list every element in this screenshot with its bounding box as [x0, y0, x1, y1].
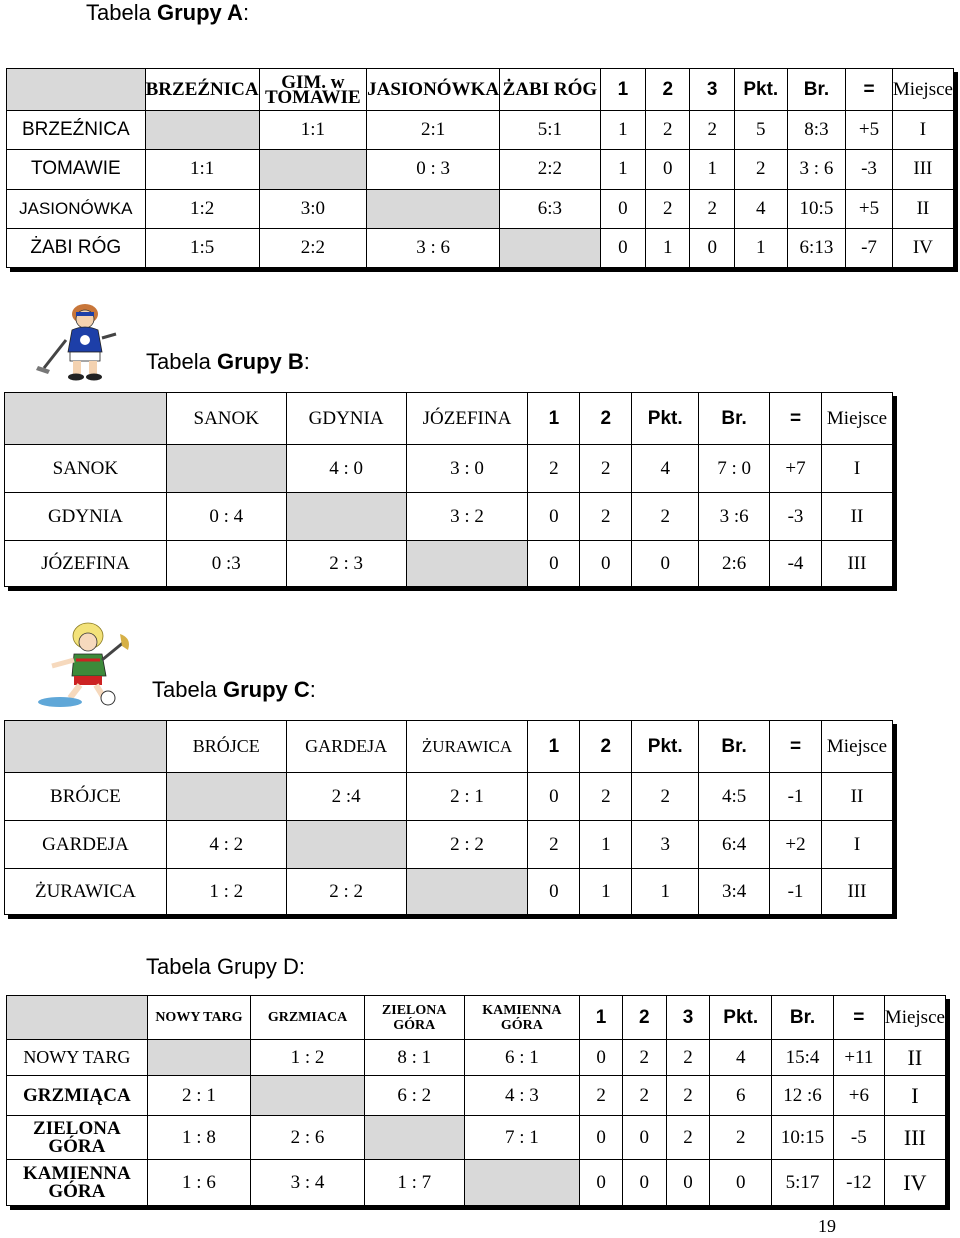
- col-header: Miejsce: [821, 721, 892, 773]
- col-header: Br.: [699, 721, 770, 773]
- table-cell: [406, 869, 528, 915]
- table-cell: 1:5: [145, 228, 259, 267]
- table-cell: [145, 111, 259, 150]
- table-cell: 0 :3: [166, 541, 286, 587]
- row-team-name: GRZMIĄCA: [7, 1076, 148, 1116]
- table-cell: 4: [710, 1040, 772, 1076]
- table-cell: 0 : 3: [367, 150, 500, 189]
- table-cell: 1:2: [145, 189, 259, 228]
- table-row: [7, 1116, 946, 1160]
- group-b-table: [4, 392, 893, 587]
- row-team-name: ZIELONA GÓRA: [7, 1116, 148, 1160]
- floorball-player-illustration: [36, 300, 132, 382]
- table-cell: 1 : 2: [251, 1040, 365, 1076]
- table-cell: II: [892, 189, 953, 228]
- table-cell: 0: [528, 493, 580, 541]
- table-cell: 2: [666, 1040, 710, 1076]
- col-header: ZIELONA GÓRA: [364, 996, 464, 1040]
- title-bold: Grupy A: [156, 0, 243, 25]
- table-cell: 2: [690, 189, 734, 228]
- table-cell: I: [884, 1076, 945, 1116]
- table-cell: III: [821, 541, 892, 587]
- corner-cell: [5, 393, 167, 445]
- title-suffix: :: [242, 0, 250, 25]
- table-cell: 1: [734, 228, 787, 267]
- table-cell: 2: [632, 493, 699, 541]
- title-suffix: :: [303, 349, 310, 374]
- title-bold: Grupy C: [222, 677, 310, 702]
- table-cell: 3 : 6: [367, 228, 500, 267]
- table-cell: -1: [770, 773, 822, 821]
- table-cell: 7 : 1: [464, 1116, 580, 1160]
- table-cell: 2 : 3: [286, 541, 406, 587]
- col-header: 2: [622, 996, 666, 1040]
- table-cell: 1 : 6: [147, 1160, 250, 1206]
- col-header: BRÓJCE: [166, 721, 286, 773]
- table-cell: 6:4: [699, 821, 770, 869]
- table-cell: II: [884, 1040, 945, 1076]
- table-cell: 2: [580, 1076, 623, 1116]
- corner-cell: [7, 69, 146, 111]
- row-team-name: ŻURAWICA: [5, 869, 167, 915]
- col-header: GARDEJA: [286, 721, 406, 773]
- table-row: [7, 189, 954, 228]
- table-cell: 0: [528, 541, 580, 587]
- table-cell: [364, 1116, 464, 1160]
- col-header: Pkt.: [710, 996, 772, 1040]
- table-row: [5, 821, 893, 869]
- table-cell: +6: [833, 1076, 884, 1116]
- table-cell: 1 : 8: [147, 1116, 250, 1160]
- table-row: [5, 541, 893, 587]
- col-header: 2: [580, 393, 632, 445]
- table-cell: +2: [770, 821, 822, 869]
- group-c-title: [152, 677, 316, 703]
- row-team-name: GDYNIA: [5, 493, 167, 541]
- table-cell: [367, 189, 500, 228]
- col-header: 3: [666, 996, 710, 1040]
- table-cell: 0: [690, 228, 734, 267]
- col-header: GDYNIA: [286, 393, 406, 445]
- table-cell: 2 : 1: [147, 1076, 250, 1116]
- table-cell: 0: [580, 1160, 623, 1206]
- row-team-name: JASIONÓWKA: [7, 189, 146, 228]
- table-cell: [251, 1076, 365, 1116]
- row-team-name: GARDEJA: [5, 821, 167, 869]
- col-header: 1: [600, 69, 645, 111]
- table-row: [7, 111, 954, 150]
- table-cell: 2:1: [367, 111, 500, 150]
- table-cell: 2 :4: [286, 773, 406, 821]
- row-team-name: BRÓJCE: [5, 773, 167, 821]
- row-team-name: NOWY TARG: [7, 1040, 148, 1076]
- table-cell: 2: [580, 493, 632, 541]
- table-cell: 4: [632, 445, 699, 493]
- table-cell: 2 : 2: [286, 869, 406, 915]
- table-cell: 3 : 4: [251, 1160, 365, 1206]
- col-header: =: [770, 393, 822, 445]
- row-team-name: KAMIENNA GÓRA: [7, 1160, 148, 1206]
- table-cell: 0: [622, 1116, 666, 1160]
- table-cell: 12 :6: [772, 1076, 834, 1116]
- table-cell: 3 : 6: [787, 150, 846, 189]
- table-cell: 0: [632, 541, 699, 587]
- group-b-title: [146, 349, 310, 375]
- table-cell: [286, 821, 406, 869]
- row-team-name: BRZEŹNICA: [7, 111, 146, 150]
- table-cell: 2:2: [259, 228, 367, 267]
- col-header: ŻURAWICA: [406, 721, 528, 773]
- table-cell: [500, 228, 601, 267]
- table-cell: 0: [646, 150, 690, 189]
- table-cell: 5:17: [772, 1160, 834, 1206]
- table-row: [5, 869, 893, 915]
- table-row: [5, 445, 893, 493]
- header-row: [5, 393, 893, 445]
- col-header: Br.: [699, 393, 770, 445]
- table-cell: 4:5: [699, 773, 770, 821]
- row-team-name: SANOK: [5, 445, 167, 493]
- col-header: 1: [528, 393, 580, 445]
- table-cell: 1: [600, 150, 645, 189]
- table-cell: 4: [734, 189, 787, 228]
- table-cell: 1: [580, 821, 632, 869]
- group-c-table: [4, 720, 893, 915]
- table-cell: 2: [528, 445, 580, 493]
- table-cell: 1: [646, 228, 690, 267]
- table-cell: 2 : 2: [406, 821, 528, 869]
- col-header: Br.: [772, 996, 834, 1040]
- table-cell: 3 : 0: [406, 445, 528, 493]
- table-cell: II: [821, 773, 892, 821]
- table-cell: -5: [833, 1116, 884, 1160]
- table-cell: 0: [600, 189, 645, 228]
- table-cell: 6:3: [500, 189, 601, 228]
- table-cell: [286, 493, 406, 541]
- table-cell: IV: [892, 228, 953, 267]
- table-cell: -7: [846, 228, 893, 267]
- table-cell: 3: [632, 821, 699, 869]
- col-header: 1: [528, 721, 580, 773]
- table-cell: 10:5: [787, 189, 846, 228]
- table-cell: 0 : 4: [166, 493, 286, 541]
- table-cell: 2: [632, 773, 699, 821]
- table-cell: 4 : 3: [464, 1076, 580, 1116]
- table-cell: 5: [734, 111, 787, 150]
- table-cell: 0: [600, 228, 645, 267]
- table-cell: III: [821, 869, 892, 915]
- table-cell: 1 : 7: [364, 1160, 464, 1206]
- col-header: SANOK: [166, 393, 286, 445]
- row-team-name: JÓZEFINA: [5, 541, 167, 587]
- page-number: 19: [818, 1216, 836, 1236]
- group-d-table: [6, 995, 946, 1206]
- table-cell: 1: [632, 869, 699, 915]
- col-header: KAMIENNA GÓRA: [464, 996, 580, 1040]
- table-cell: 6: [710, 1076, 772, 1116]
- group-d-title: Tabela Grupy D:: [146, 954, 305, 979]
- table-cell: 4 : 0: [286, 445, 406, 493]
- col-header: ŻABI RÓG: [500, 69, 601, 111]
- row-team-name: TOMAWIE: [7, 150, 146, 189]
- table-row: [7, 1076, 946, 1116]
- table-row: [7, 1040, 946, 1076]
- table-cell: 0: [710, 1160, 772, 1206]
- table-cell: 2 : 1: [406, 773, 528, 821]
- table-cell: 2: [580, 445, 632, 493]
- col-header: GRZMIACA: [251, 996, 365, 1040]
- table-cell: [259, 150, 367, 189]
- table-cell: +5: [846, 189, 893, 228]
- table-cell: 1 : 2: [166, 869, 286, 915]
- table-cell: 0: [528, 869, 580, 915]
- table-cell: 10:15: [772, 1116, 834, 1160]
- table-cell: III: [892, 150, 953, 189]
- col-header: GIM. w TOMAWIE: [259, 69, 367, 111]
- group-a-title: [86, 0, 249, 26]
- col-header: Miejsce: [821, 393, 892, 445]
- col-header: NOWY TARG: [147, 996, 250, 1040]
- table-row: [5, 773, 893, 821]
- floorball-player-illustration: [38, 616, 134, 708]
- table-cell: 2: [690, 111, 734, 150]
- table-cell: 2: [646, 111, 690, 150]
- row-team-name: ŻABI RÓG: [7, 228, 146, 267]
- table-cell: 2: [580, 773, 632, 821]
- corner-cell: [7, 996, 148, 1040]
- col-header: JASIONÓWKA: [367, 69, 500, 111]
- table-cell: 2: [622, 1076, 666, 1116]
- table-cell: 2: [734, 150, 787, 189]
- table-row: [7, 228, 954, 267]
- table-cell: 2: [710, 1116, 772, 1160]
- table-cell: 0: [622, 1160, 666, 1206]
- table-cell: 2: [666, 1116, 710, 1160]
- table-cell: 0: [528, 773, 580, 821]
- table-cell: +5: [846, 111, 893, 150]
- title-suffix: :: [309, 677, 316, 702]
- title-bold: Grupy B: [216, 349, 304, 374]
- table-cell: 2: [528, 821, 580, 869]
- col-header: 2: [580, 721, 632, 773]
- table-cell: I: [821, 821, 892, 869]
- table-cell: -4: [770, 541, 822, 587]
- col-header: Miejsce: [884, 996, 945, 1040]
- table-cell: III: [884, 1116, 945, 1160]
- table-cell: II: [821, 493, 892, 541]
- title-prefix: Tabela: [152, 677, 223, 702]
- table-cell: 2:6: [699, 541, 770, 587]
- table-cell: 6:13: [787, 228, 846, 267]
- col-header: Pkt.: [632, 393, 699, 445]
- col-header: 1: [580, 996, 623, 1040]
- table-cell: 2: [666, 1076, 710, 1116]
- table-cell: I: [892, 111, 953, 150]
- table-cell: +11: [833, 1040, 884, 1076]
- table-cell: I: [821, 445, 892, 493]
- col-header: 3: [690, 69, 734, 111]
- table-cell: 3:0: [259, 189, 367, 228]
- table-cell: 3 : 2: [406, 493, 528, 541]
- table-cell: 2 : 6: [251, 1116, 365, 1160]
- table-cell: -3: [846, 150, 893, 189]
- table-cell: [464, 1160, 580, 1206]
- table-cell: [147, 1040, 250, 1076]
- table-cell: 7 : 0: [699, 445, 770, 493]
- table-cell: 6 : 2: [364, 1076, 464, 1116]
- col-header: BRZEŹNICA: [145, 69, 259, 111]
- table-cell: [166, 773, 286, 821]
- table-cell: 1:1: [145, 150, 259, 189]
- col-header: 2: [646, 69, 690, 111]
- col-header: =: [846, 69, 893, 111]
- header-row: [5, 721, 893, 773]
- table-cell: 3:4: [699, 869, 770, 915]
- table-cell: 8:3: [787, 111, 846, 150]
- table-cell: 0: [580, 1040, 623, 1076]
- table-cell: 2:2: [500, 150, 601, 189]
- group-a-table: [6, 68, 954, 268]
- table-cell: 0: [580, 541, 632, 587]
- table-cell: 8 : 1: [364, 1040, 464, 1076]
- table-cell: [166, 445, 286, 493]
- table-cell: -1: [770, 869, 822, 915]
- table-row: [7, 1160, 946, 1206]
- title-prefix: Tabela: [146, 349, 217, 374]
- corner-cell: [5, 721, 167, 773]
- col-header: JÓZEFINA: [406, 393, 528, 445]
- table-cell: 1: [600, 111, 645, 150]
- table-cell: 2: [622, 1040, 666, 1076]
- table-cell: -3: [770, 493, 822, 541]
- table-cell: IV: [884, 1160, 945, 1206]
- table-cell: [406, 541, 528, 587]
- table-cell: 4 : 2: [166, 821, 286, 869]
- table-cell: +7: [770, 445, 822, 493]
- table-row: [5, 493, 893, 541]
- table-cell: 1: [690, 150, 734, 189]
- col-header: =: [770, 721, 822, 773]
- table-cell: 15:4: [772, 1040, 834, 1076]
- table-row: [7, 150, 954, 189]
- col-header: =: [833, 996, 884, 1040]
- table-cell: 3 :6: [699, 493, 770, 541]
- table-cell: 0: [666, 1160, 710, 1206]
- col-header: Pkt.: [734, 69, 787, 111]
- table-cell: 1: [580, 869, 632, 915]
- table-cell: 6 : 1: [464, 1040, 580, 1076]
- table-cell: -12: [833, 1160, 884, 1206]
- col-header: Miejsce: [892, 69, 953, 111]
- table-cell: 5:1: [500, 111, 601, 150]
- table-cell: 0: [580, 1116, 623, 1160]
- col-header: Pkt.: [632, 721, 699, 773]
- header-row: [7, 996, 946, 1040]
- table-cell: 1:1: [259, 111, 367, 150]
- header-row: [7, 69, 954, 111]
- col-header: Br.: [787, 69, 846, 111]
- table-cell: 2: [646, 189, 690, 228]
- title-prefix: Tabela: [86, 0, 157, 25]
